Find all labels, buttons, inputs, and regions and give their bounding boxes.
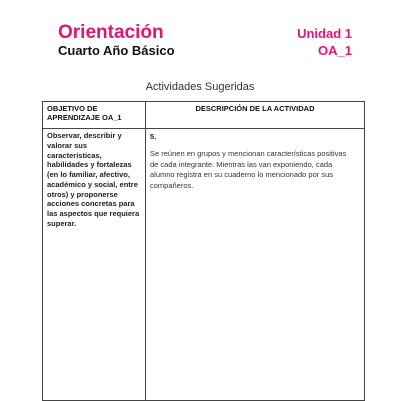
oa-code-label: OA_1 (318, 43, 352, 58)
header-activity-description: DESCRIPCIÓN DE LA ACTIVIDAD (146, 102, 365, 129)
document-title: Orientación (58, 22, 164, 43)
activity-cell (146, 129, 365, 401)
table-header-row (43, 102, 365, 129)
activity-description: Se reúnen en grupos y mencionan características positivas de cada integrante. Mientras las van exponiendo, cada alumno registra en su cuaderno lo mencionado por sus compañeros. (150, 149, 347, 190)
table-row (43, 129, 365, 401)
activity-table (42, 101, 365, 401)
section-title: Actividades Sugeridas (145, 81, 255, 93)
activity-number: 5. (150, 132, 157, 141)
objective-cell: Observar, describir y valorar sus características, habilidades y fortalezas (en lo familiar, afectivo, académico y social, entre otros) y proponerse acciones concretas para las aspectos que requiera superar. (43, 129, 146, 401)
unit-label: Unidad 1 (297, 26, 352, 41)
document-subtitle: Cuarto Año Básico (58, 43, 175, 58)
document-header (0, 0, 400, 70)
header-objective: OBJETIVO DE APRENDIZAJE OA_1 (43, 102, 146, 129)
